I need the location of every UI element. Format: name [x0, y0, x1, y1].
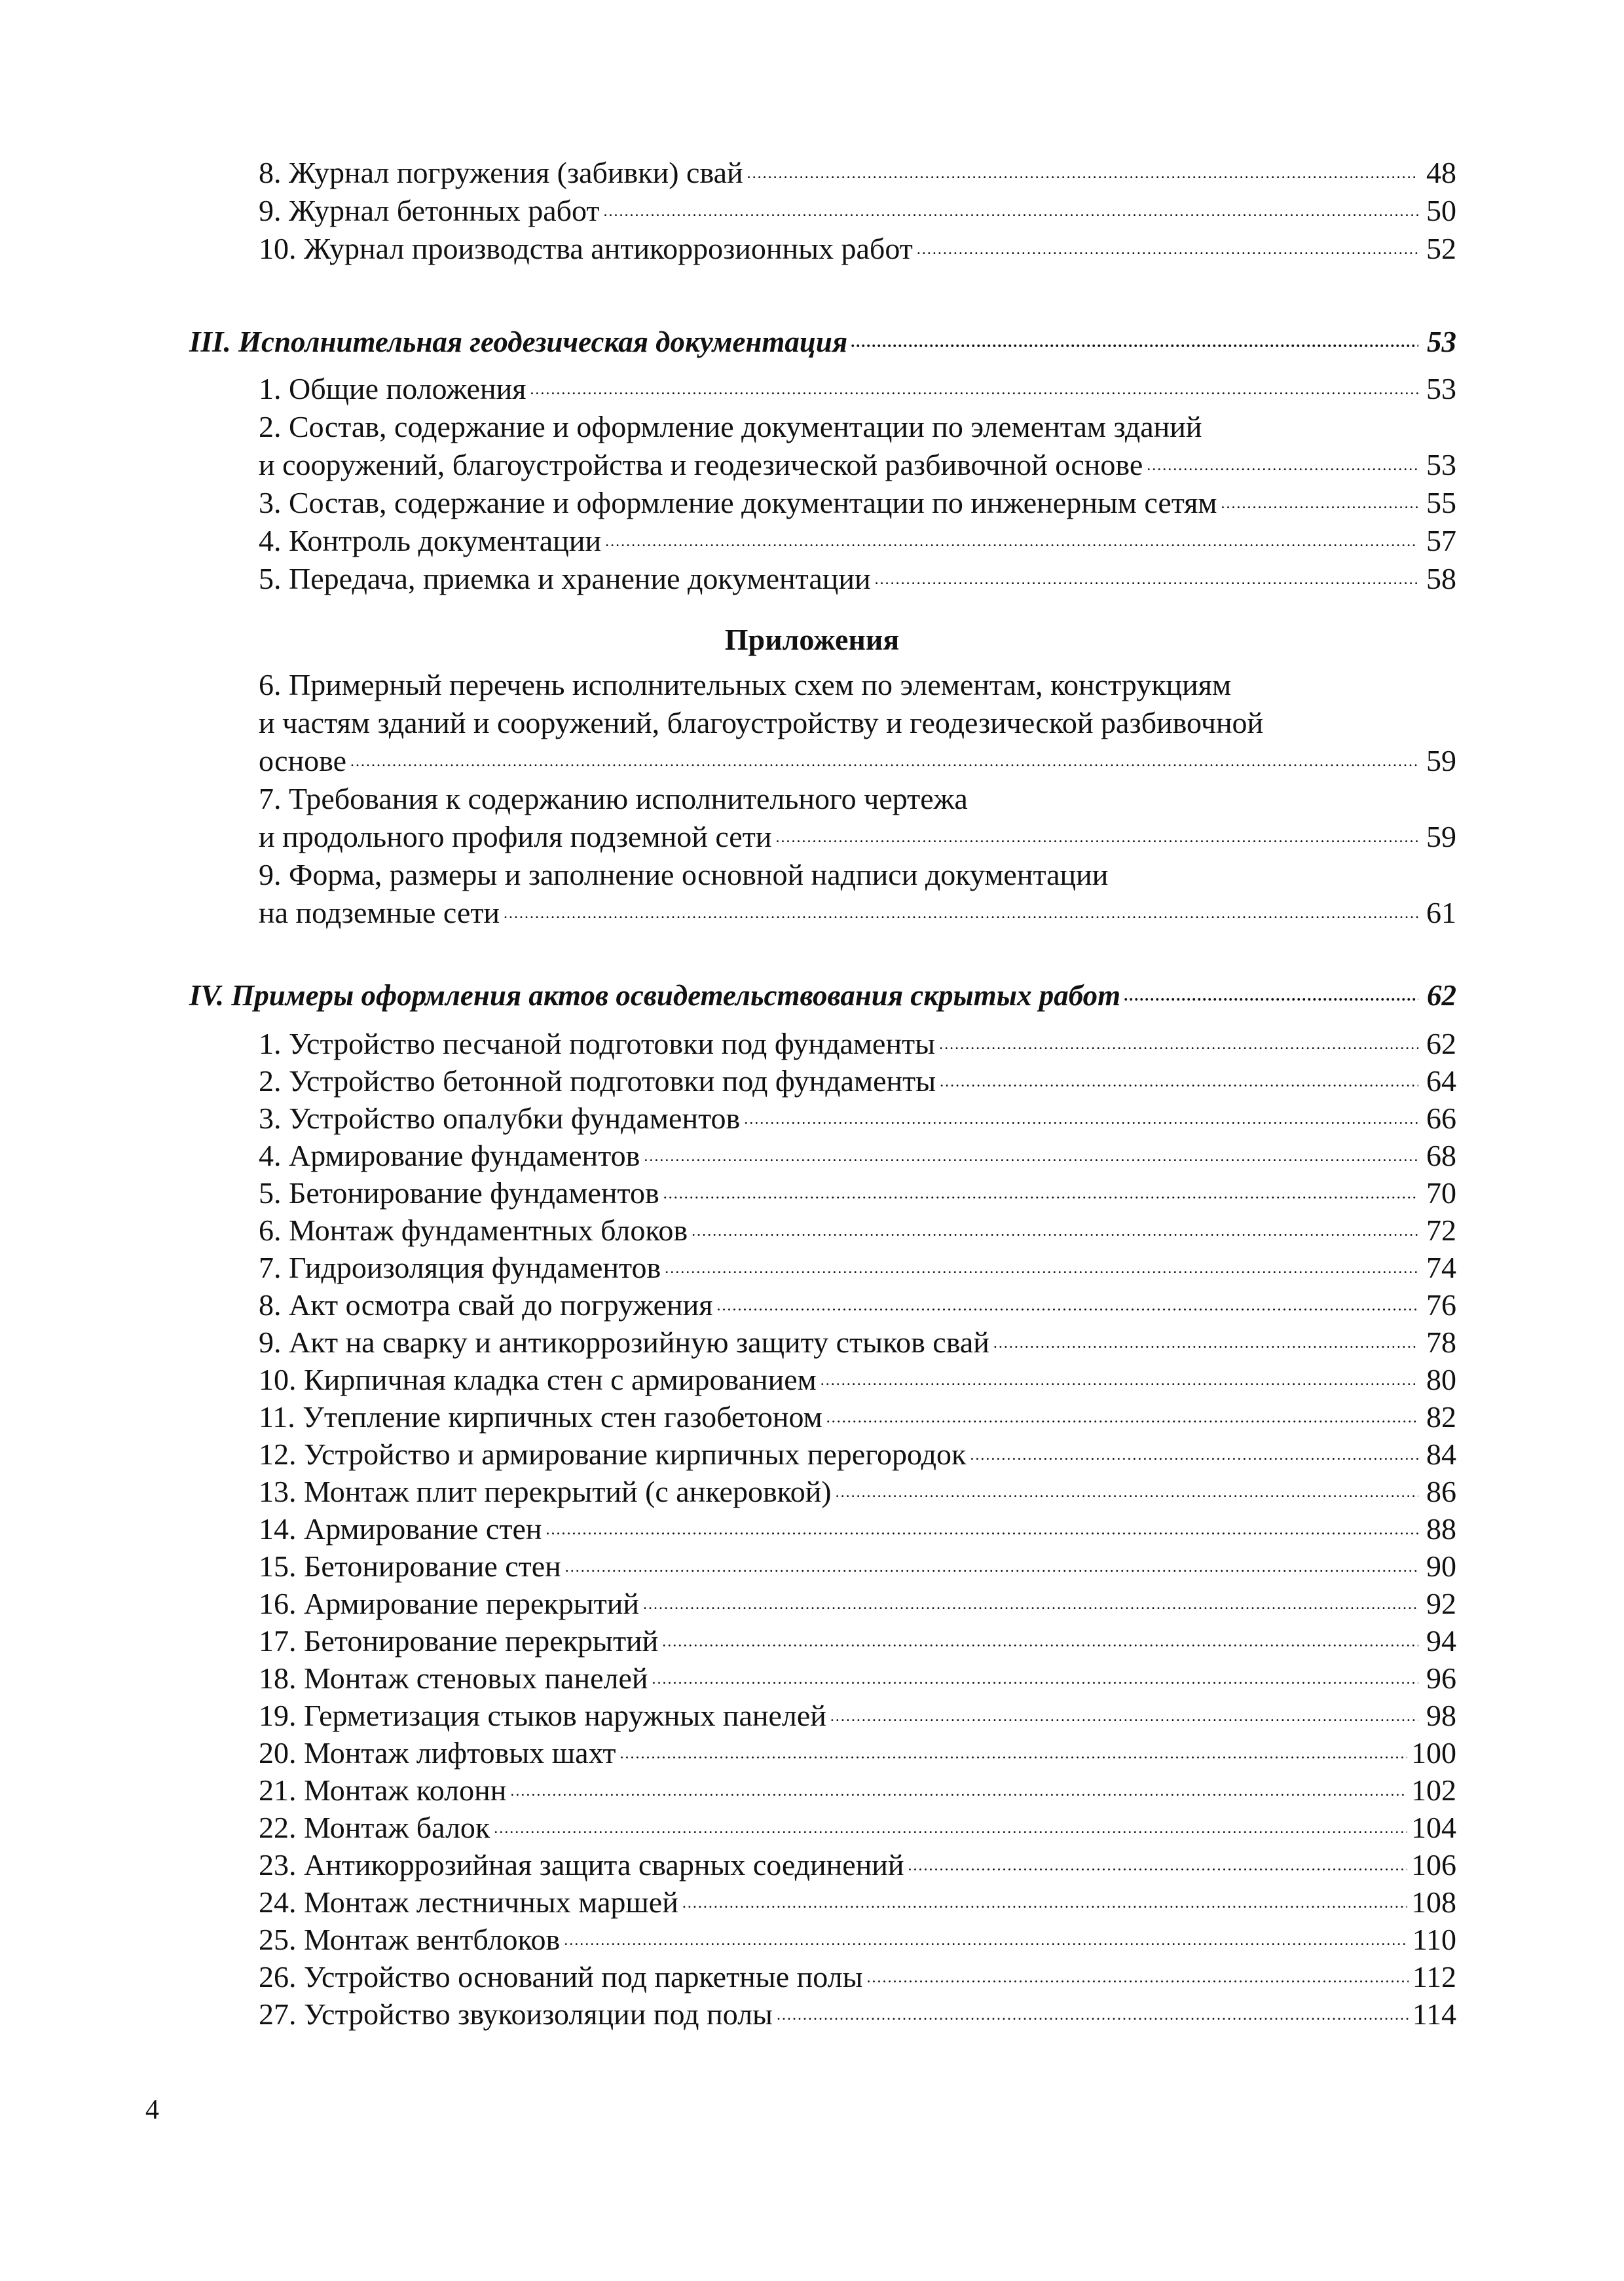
toc-page-number: 52: [1426, 232, 1456, 265]
toc-entry: [259, 557, 1456, 596]
toc-entry: [259, 481, 1456, 520]
toc-entry-title: 6. Монтаж фундаментных блоков: [259, 1214, 688, 1247]
toc-entry-title: 5. Бетонирование фундаментов: [259, 1176, 659, 1210]
dot-leader: [1147, 445, 1418, 482]
toc-entry-title: и продольного профиля подземной сети: [259, 820, 772, 853]
toc-page-number: 80: [1426, 1363, 1456, 1396]
toc-entry-title: 10. Кирпичная кладка стен с армированием: [259, 1363, 817, 1396]
toc-entry: [259, 1731, 1456, 1770]
dot-leader: [1221, 483, 1418, 520]
dot-leader: [775, 817, 1418, 854]
dot-leader: [652, 1659, 1418, 1696]
toc-entry-title: 24. Монтаж лестничных маршей: [259, 1885, 678, 1919]
toc-page-number: 59: [1426, 820, 1456, 853]
toc-page-number: 53: [1426, 372, 1456, 405]
toc-page-number: 86: [1426, 1475, 1456, 1508]
dot-leader: [504, 893, 1418, 930]
toc-page-number: 57: [1426, 524, 1456, 557]
appendix-heading: Приложения: [724, 623, 900, 656]
toc-entry: [259, 1208, 1456, 1248]
dot-leader: [564, 1920, 1408, 1957]
toc-entry: [259, 1694, 1456, 1733]
dot-leader: [604, 191, 1418, 228]
toc-entry-title: 2. Состав, содержание и оформление документации по элементам зданий: [259, 410, 1202, 443]
toc-entry: [259, 1246, 1456, 1285]
toc-entry: [259, 1059, 1456, 1098]
dot-leader: [777, 1995, 1409, 2031]
dot-leader: [644, 1136, 1418, 1173]
toc-page-number: 53: [1426, 448, 1456, 481]
dot-leader: [830, 1696, 1418, 1733]
dot-leader: [917, 229, 1418, 266]
toc-entry-title: 18. Монтаж стеновых панелей: [259, 1661, 648, 1695]
toc-entry: [259, 1358, 1456, 1397]
toc-entry: [259, 1134, 1456, 1173]
toc-entry-title: 3. Состав, содержание и оформление документации по инженерным сетям: [259, 486, 1217, 519]
toc-entry: [259, 227, 1456, 266]
toc-entry-title: 8. Журнал погружения (забивки) свай: [259, 156, 743, 189]
toc-page-number: 50: [1426, 194, 1456, 227]
toc-page-number: 82: [1426, 1400, 1456, 1434]
toc-entry: [259, 405, 1372, 444]
toc-entry-title: 12. Устройство и армирование кирпичных перегородок: [259, 1437, 967, 1471]
toc-entry: [259, 189, 1456, 228]
toc-page-number: 112: [1412, 1960, 1456, 1994]
dot-leader: [908, 1845, 1407, 1882]
dot-leader: [546, 1510, 1419, 1546]
dot-leader: [494, 1808, 1407, 1845]
toc-entry: [259, 1656, 1456, 1696]
toc-entry-title: 13. Монтаж плит перекрытий (с анкеровкой): [259, 1475, 832, 1508]
dot-leader: [565, 1547, 1418, 1584]
toc-entry-title: 9. Акт на сварку и антикоррозийную защиту стыков свай: [259, 1326, 989, 1359]
toc-entry: [259, 1955, 1456, 1994]
toc-page-number: 55: [1426, 486, 1456, 519]
toc-page-number: 78: [1426, 1326, 1456, 1359]
toc-entry: [259, 1918, 1456, 1957]
toc-page-number: 88: [1426, 1512, 1456, 1546]
toc-page-number: 74: [1426, 1251, 1456, 1284]
toc-entry-title: 14. Армирование стен: [259, 1512, 542, 1546]
toc-entry-title: 22. Монтаж балок: [259, 1811, 490, 1844]
toc-entry-title: 9. Журнал бетонных работ: [259, 194, 600, 227]
toc-entry: [259, 1843, 1456, 1882]
toc-entry-title: 1. Общие положения: [259, 372, 526, 405]
toc-entry-title: 19. Герметизация стыков наружных панелей: [259, 1699, 826, 1732]
toc-entry: [259, 1432, 1456, 1472]
toc-page-number: 72: [1426, 1214, 1456, 1247]
toc-entry-title: 17. Бетонирование перекрытий: [259, 1624, 659, 1658]
toc-page-number: 90: [1426, 1549, 1456, 1583]
toc-entry: [259, 1283, 1456, 1322]
toc-page-number: 106: [1411, 1848, 1456, 1882]
toc-entry-title: 9. Форма, размеры и заполнение основной надписи документации: [259, 858, 1109, 891]
toc-page-number: 100: [1411, 1736, 1456, 1770]
toc-entry-title: 15. Бетонирование стен: [259, 1549, 561, 1583]
dot-leader: [939, 1024, 1418, 1061]
toc-entry-title: 6. Примерный перечень исполнительных схем по элементам, конструкциям: [259, 668, 1232, 701]
toc-entry-title: 21. Монтаж колонн: [259, 1773, 507, 1807]
toc-entry: [259, 891, 1456, 930]
toc-entry-title: 8. Акт осмотра свай до погружения: [259, 1288, 713, 1322]
toc-entry-title: 4. Контроль документации: [259, 524, 602, 557]
toc-entry-title: 11. Утепление кирпичных стен газобетоном: [259, 1400, 822, 1434]
toc-entry: [259, 1395, 1456, 1434]
dot-leader: [940, 1062, 1418, 1098]
toc-entry-title: III. Исполнительная геодезическая документация: [189, 325, 848, 358]
toc-page-number: 76: [1426, 1288, 1456, 1322]
toc-page-number: 96: [1426, 1661, 1456, 1695]
dot-leader: [716, 1286, 1418, 1322]
toc-entry-title: 5. Передача, приемка и хранение документации: [259, 562, 871, 595]
toc-section-entry: [189, 967, 1456, 1012]
toc-entry-title: 20. Монтаж лифтовых шахт: [259, 1736, 616, 1770]
dot-leader: [692, 1211, 1418, 1248]
toc-entry-title: 25. Монтаж вентблоков: [259, 1923, 561, 1956]
toc-page-number: 114: [1412, 1997, 1456, 2031]
toc-section-entry: [189, 313, 1456, 359]
toc-entry-title: 2. Устройство бетонной подготовки под фундаменты: [259, 1064, 936, 1098]
toc-entry: [259, 1582, 1456, 1621]
toc-page-number: 94: [1426, 1624, 1456, 1658]
toc-page-number: 102: [1411, 1773, 1456, 1807]
toc-entry: [259, 1507, 1456, 1546]
toc-page-number: 64: [1426, 1064, 1456, 1098]
dot-leader: [510, 1771, 1407, 1808]
dot-leader: [993, 1323, 1418, 1360]
dot-leader: [605, 521, 1418, 558]
toc-entry-title: 27. Устройство звукоизоляции под полы: [259, 1997, 773, 2031]
toc-entry: [259, 853, 1372, 892]
toc-entry: [259, 739, 1456, 778]
toc-entry-title: 4. Армирование фундаментов: [259, 1139, 640, 1172]
page-number: 4: [145, 2095, 159, 2125]
toc-page-number: 53: [1427, 325, 1456, 358]
toc-entry-title: 7. Гидроизоляция фундаментов: [259, 1251, 661, 1284]
toc-entry: [259, 1880, 1456, 1919]
dot-leader: [875, 559, 1418, 596]
toc-entry: [259, 1096, 1456, 1136]
toc-entry: [259, 663, 1372, 702]
toc-entry: [259, 1992, 1456, 2031]
toc-entry: [259, 701, 1372, 740]
dot-leader: [851, 323, 1418, 359]
toc-page-number: 59: [1426, 744, 1456, 777]
toc-entry-title: и частям зданий и сооружений, благоустройству и геодезической разбивочной: [259, 706, 1264, 739]
toc-entry-title: 3. Устройство опалубки фундаментов: [259, 1102, 741, 1135]
toc-entry: [259, 1768, 1456, 1808]
toc-page-number: 92: [1426, 1587, 1456, 1620]
toc-entry: [259, 1544, 1456, 1584]
toc-page-number: 61: [1426, 896, 1456, 929]
toc-entry: [259, 815, 1456, 854]
toc-page-number: 70: [1426, 1176, 1456, 1210]
dot-leader: [867, 1957, 1409, 1994]
toc-entry: [259, 1022, 1456, 1061]
dot-leader: [665, 1248, 1418, 1285]
toc-entry: [259, 519, 1456, 558]
toc-entry-title: 10. Журнал производства антикоррозионных работ: [259, 232, 913, 265]
toc-entry-title: на подземные сети: [259, 896, 500, 929]
toc-entry: [259, 1470, 1456, 1509]
toc-page-number: 62: [1427, 979, 1456, 1012]
toc-page-number: 68: [1426, 1139, 1456, 1172]
toc-entry: [259, 1806, 1456, 1845]
dot-leader: [744, 1099, 1418, 1136]
toc-entry: [259, 1320, 1456, 1360]
toc-entry-title: и сооружений, благоустройства и геодезической разбивочной основе: [259, 448, 1143, 481]
dot-leader: [350, 741, 1418, 778]
toc-entry: [259, 151, 1456, 190]
dot-leader: [662, 1622, 1418, 1658]
toc-page-number: 110: [1412, 1923, 1456, 1956]
toc-page-number: 98: [1426, 1699, 1456, 1732]
dot-leader: [970, 1435, 1418, 1472]
dot-leader: [747, 153, 1418, 190]
toc-entry-title: 16. Армирование перекрытий: [259, 1587, 639, 1620]
toc-entry: [259, 367, 1456, 406]
dot-leader: [663, 1174, 1418, 1210]
dot-leader: [836, 1472, 1418, 1509]
toc-entry: [259, 443, 1456, 482]
toc-entry-title: 26. Устройство оснований под паркетные полы: [259, 1960, 863, 1994]
toc-page-number: 104: [1411, 1811, 1456, 1844]
toc-page-number: 66: [1426, 1102, 1456, 1135]
dot-leader: [682, 1883, 1407, 1919]
dot-leader: [826, 1398, 1418, 1434]
dot-leader: [1124, 976, 1418, 1012]
toc-entry-title: 7. Требования к содержанию исполнительного чертежа: [259, 782, 968, 815]
dot-leader: [620, 1734, 1407, 1770]
toc-entry-title: 1. Устройство песчаной подготовки под фундаменты: [259, 1027, 936, 1060]
toc-page-number: 108: [1411, 1885, 1456, 1919]
toc-entry: [259, 1619, 1456, 1658]
toc-entry-title: IV. Примеры оформления актов освидетельствования скрытых работ: [189, 979, 1121, 1012]
toc-page-number: 58: [1426, 562, 1456, 595]
toc-entry-title: основе: [259, 744, 347, 777]
toc-page-number: 48: [1426, 156, 1456, 189]
toc-page-number: 62: [1426, 1027, 1456, 1060]
dot-leader: [530, 369, 1418, 406]
dot-leader: [821, 1360, 1418, 1397]
dot-leader: [643, 1584, 1418, 1621]
toc-entry: [259, 777, 1372, 816]
toc-entry: [259, 1171, 1456, 1210]
toc-entry-title: 23. Антикоррозийная защита сварных соединений: [259, 1848, 904, 1882]
toc-page-number: 84: [1426, 1437, 1456, 1471]
